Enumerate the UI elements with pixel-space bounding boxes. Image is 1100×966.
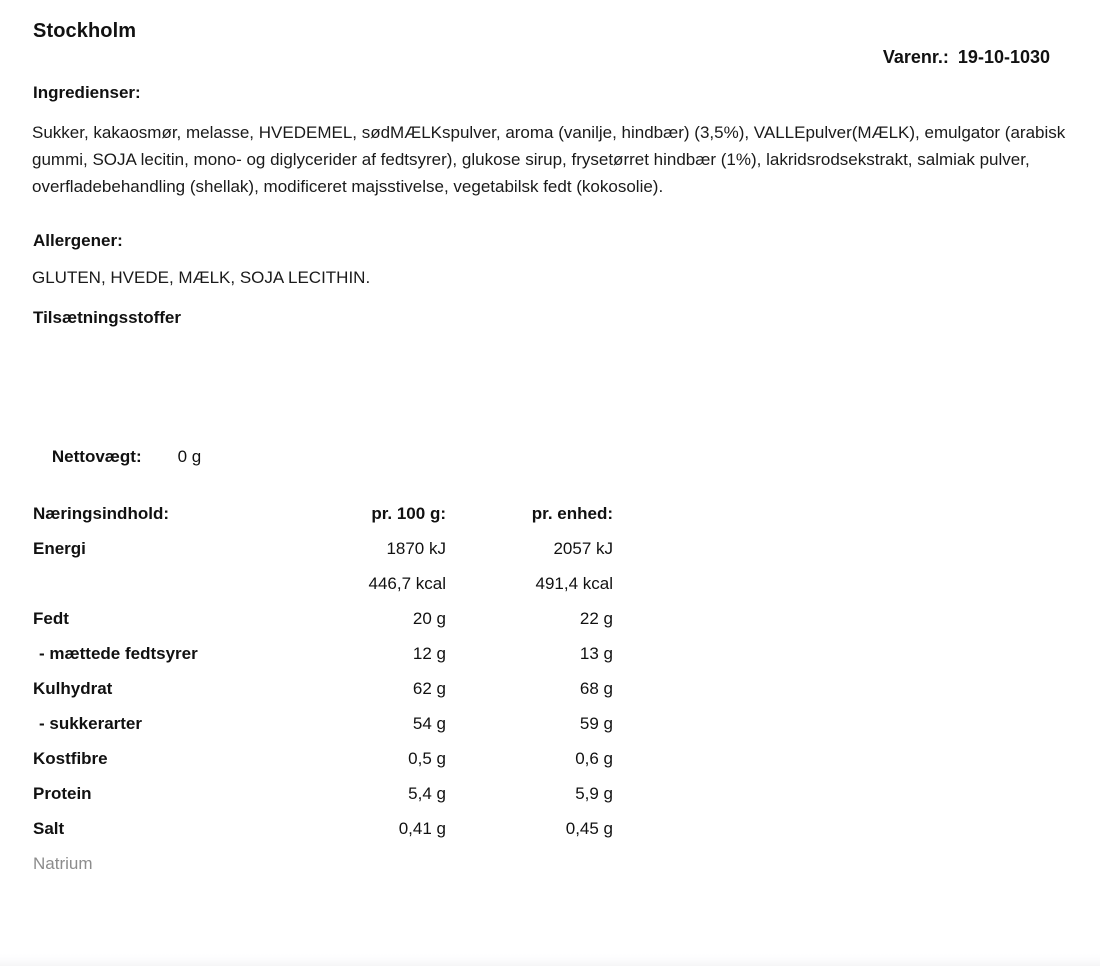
nutrient-value-per-100g: 20 g [412,609,446,628]
nutrition-table [33,496,613,881]
nutrient-value-per-100g: 5,4 g [408,784,446,803]
nutrient-value-per-100g: 446,7 kcal [368,574,446,593]
table-row [33,846,613,881]
nutrient-value-per-100g: 1870 kJ [386,539,446,558]
bottom-edge-band [0,954,1100,966]
nutrient-name: Kulhydrat [33,679,113,698]
net-weight-row [33,421,201,493]
nutrient-value-per-100g: 0,5 g [408,749,446,768]
nutrient-name: - sukkerarter [39,714,143,733]
net-weight-value: 0 g [177,447,202,466]
nutrition-table-body [33,531,613,881]
allergens-text: GLUTEN, HVEDE, MÆLK, SOJA LECITHIN. [32,268,371,287]
nutrient-name: Fedt [33,609,69,628]
nutrient-value-per-unit [446,846,613,881]
item-number-value: 19-10-1030 [957,47,1050,67]
nutrient-value-per-unit: 22 g [579,609,613,628]
item-number [853,18,1050,96]
nutrient-value-per-100g: 0,41 g [398,819,446,838]
nutrient-value-per-unit: 59 g [579,714,613,733]
net-weight-label: Nettovægt: [51,447,142,466]
nutrient-value-per-unit: 2057 kJ [553,539,613,558]
additives-heading: Tilsætningsstoffer [33,308,181,327]
table-row [33,706,613,741]
table-row [33,601,613,636]
table-row [33,811,613,846]
nutrient-name: Energi [33,539,86,558]
nutrient-value-per-unit: 13 g [579,644,613,663]
nutrient-value-per-unit: 0,45 g [565,819,613,838]
nutrient-name: Salt [33,819,65,838]
item-number-label: Varenr.: [882,47,949,67]
table-row [33,776,613,811]
allergens-heading: Allergener: [33,231,123,250]
page-header [0,18,1100,67]
nutrient-value-per-unit: 0,6 g [575,749,613,768]
nutrient-name: Kostfibre [33,749,108,768]
table-row [33,636,613,671]
nutrient-value-per-100g: 12 g [412,644,446,663]
nutrient-name: - mættede fedtsyrer [39,644,198,663]
table-row [33,566,613,601]
nutrient-name: Natrium [33,854,93,873]
page-title: Stockholm [33,20,137,42]
column-header-per-100g: pr. 100 g: [371,504,446,523]
ingredients-heading: Ingredienser: [33,83,141,102]
nutrition-heading: Næringsindhold: [33,504,169,523]
table-row [33,671,613,706]
table-row [33,531,613,566]
column-header-per-unit: pr. enhed: [531,504,613,523]
table-row [33,741,613,776]
nutrient-name: Protein [33,784,92,803]
nutrient-value-per-100g [316,846,446,881]
nutrient-value-per-unit: 68 g [579,679,613,698]
table-header-row [33,496,613,531]
nutrition-table-head [33,496,613,531]
nutrient-name [33,566,316,601]
ingredients-text: Sukker, kakaosmør, melasse, HVEDEMEL, sødMÆLKspulver, aroma (vanilje, hindbær) (3,5%), VALLEpulver(MÆLK), emulgator (arabisk gummi, SOJA lecitin, mono- og diglycerider af fedtsyrer), glukose sirup, frysetørret hindbær (1%), lakridsrodsekstrakt, salmiak pulver, overfladebehandling (shellak), modificeret majsstivelse, vegetabilsk fedt (kokosolie). [32,123,1066,196]
nutrient-value-per-100g: 62 g [412,679,446,698]
nutrient-value-per-100g: 54 g [412,714,446,733]
nutrient-value-per-unit: 5,9 g [575,784,613,803]
nutrient-value-per-unit: 491,4 kcal [535,574,613,593]
